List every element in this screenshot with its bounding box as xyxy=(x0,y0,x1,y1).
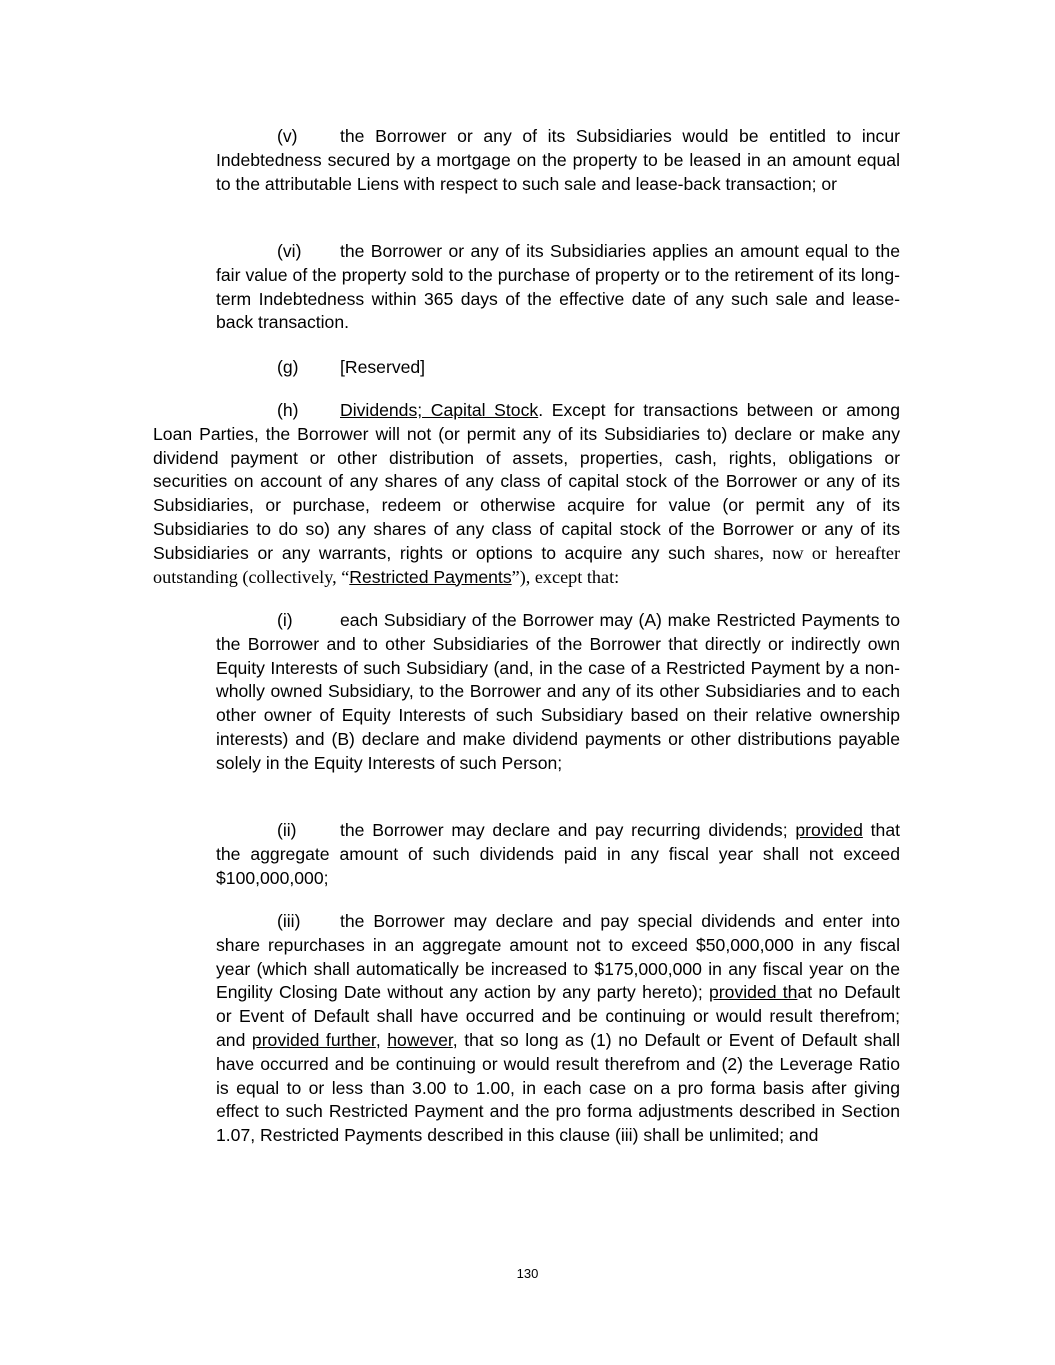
clause-text-serif-end: ”), except that: xyxy=(511,566,620,587)
clause-i xyxy=(216,609,900,776)
clause-text: , xyxy=(375,1029,388,1050)
clause-text: that the aggregate amount of such dividends paid in any fiscal year shall not exceed $100,000,000; xyxy=(216,820,900,888)
clause-number: (h) xyxy=(277,400,299,420)
clause-text: [Reserved] xyxy=(340,357,426,377)
provided-further-term: provided further xyxy=(251,1029,376,1050)
clause-number: (v) xyxy=(277,126,298,146)
however-term: however xyxy=(387,1029,453,1050)
clause-text: the Borrower may declare and pay special dividends and enter into share repurchases in an aggregate amount not to exceed $50,000,000 in any fiscal year (which shall automatically be increased to $175,000,000 in any fiscal year on the Engility Closing Date without any action by any party hereto); xyxy=(216,911,900,1003)
clause-ii xyxy=(216,819,900,890)
clause-vi xyxy=(216,240,900,335)
clause-iii xyxy=(216,910,900,1148)
clause-text: . Except for transactions between or among Loan Parties, the Borrower will not (or permit any of its Subsidiaries to) declare or make any dividend payment or other distribution of assets, properties, cash, rights, obligations or securities on account of any shares of any class of capital stock of the Borrower or any of its Subsidiaries, or purchase, redeem or otherwise acquire for value (or permit any of its Subsidiaries to do so) any shares of any class of capital stock of the Borrower or any of its Subsidiaries or any warrants, rights or options to acquire any such xyxy=(153,400,900,563)
clause-text: the Borrower may declare and pay recurring dividends; xyxy=(340,820,796,840)
defined-term-restricted-payments: Restricted Payments xyxy=(349,566,512,587)
clause-number: (iii) xyxy=(277,911,301,931)
page-number: 130 xyxy=(516,1266,539,1281)
clause-text: the Borrower or any of its Subsidiaries would be entitled to incur Indebtedness secured by a mortgage on the property to be leased in an amount equal to the attributable Liens with respect to such sale and lease-back transaction; or xyxy=(216,126,900,194)
clause-g xyxy=(216,356,900,380)
section-heading: Dividends; Capital Stock xyxy=(340,400,539,420)
clause-number: (vi) xyxy=(277,241,302,261)
clause-text: at no Default or Event of Default shall have occurred and be continuing or would result therefrom; and xyxy=(216,982,900,1050)
clause-number: (i) xyxy=(277,610,293,630)
clause-number: (ii) xyxy=(277,820,297,840)
clause-text-serif: shares, now or hereafter outstanding (collectively, “ xyxy=(153,542,901,587)
provided-term: provided th xyxy=(709,982,798,1003)
clause-text: each Subsidiary of the Borrower may (A) make Restricted Payments to the Borrower and to other Subsidiaries of the Borrower that directly or indirectly own Equity Interests of such Subsidiary (and, in the case of a Restricted Payment by a non-wholly owned Subsidiary, to the Borrower and any of its other Subsidiaries and to each other owner of Equity Interests of such Subsidiary based on their relative ownership interests) and (B) declare and make dividend payments or other distributions payable solely in the Equity Interests of such Person; xyxy=(216,610,900,773)
clause-text: the Borrower or any of its Subsidiaries applies an amount equal to the fair value of the property sold to the purchase of property or to the retirement of its long-term Indebtedness within 365 days of the effective date of any such sale and lease-back transaction. xyxy=(216,241,900,333)
clause-v xyxy=(216,125,900,196)
clause-text: , that so long as (1) no Default or Event of Default shall have occurred and be continuing or would result therefrom and (2) the Leverage Ratio is equal to or less than 3.00 to 1.00, in each case on a pro forma basis after giving effect to such Restricted Payment and the pro forma adjustments described in Section 1.07, Restricted Payments described in this clause (iii) shall be unlimited; and xyxy=(216,1029,901,1146)
provided-term: provided xyxy=(795,820,863,840)
clause-number: (g) xyxy=(277,357,299,377)
clause-h xyxy=(153,399,900,589)
